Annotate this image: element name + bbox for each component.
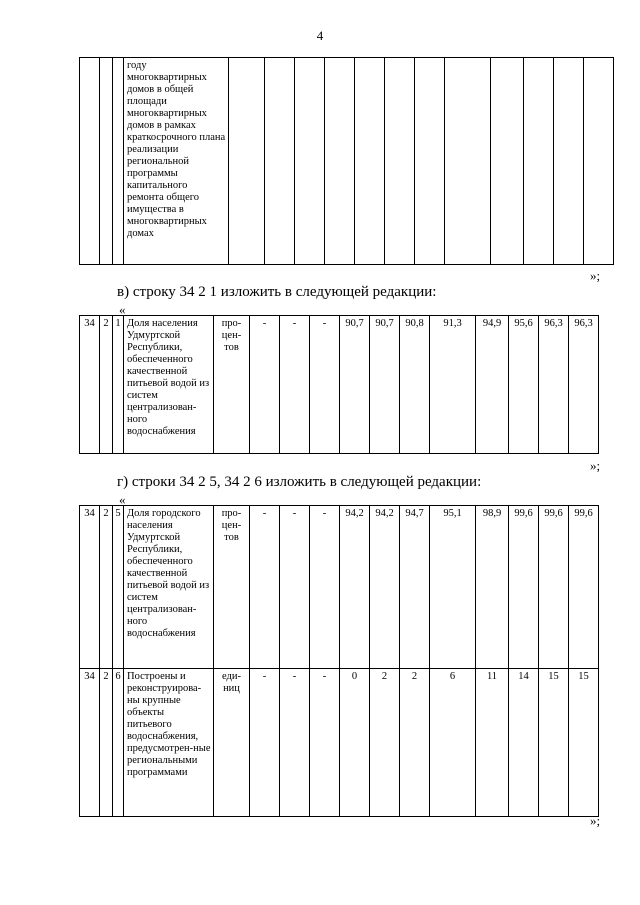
row-code-3: 5 (113, 506, 124, 669)
value-cell: 96,3 (539, 316, 569, 454)
cell (385, 58, 415, 265)
value-cell: 0 (340, 669, 370, 817)
row-description: году многоквартирных домов в общей площади многоквартирных домов в рамках краткосрочного плана реализации региональной программы капитального ремонта общего имущества в многоквартирных домах (124, 58, 229, 265)
value-cell: 90,7 (370, 316, 400, 454)
cell (554, 58, 584, 265)
row-description: Доля населения Удмуртской Республики, обеспеченного качественной питьевой водой из систем централизован-ного водоснабжения (124, 316, 214, 454)
value-cell: 90,7 (340, 316, 370, 454)
cell (100, 58, 113, 265)
opening-quote: « (119, 492, 126, 507)
value-cell: 94,9 (476, 316, 509, 454)
value-cell: 91,3 (430, 316, 476, 454)
cell (265, 58, 295, 265)
cell (491, 58, 524, 265)
closing-quote: »; (590, 458, 601, 473)
value-cell: 15 (539, 669, 569, 817)
row-code-1: 34 (80, 316, 100, 454)
cell (113, 58, 124, 265)
value-cell: - (250, 669, 280, 817)
value-cell: - (310, 506, 340, 669)
row-code-2: 2 (100, 669, 113, 817)
instruction-v: в) строку 34 2 1 изложить в следующей редакции: (117, 284, 437, 300)
value-cell: 98,9 (476, 506, 509, 669)
row-code-2: 2 (100, 506, 113, 669)
table-row-34-2-1 (79, 315, 599, 454)
instruction-g: г) строки 34 2 5, 34 2 6 изложить в следующей редакции: (117, 474, 482, 490)
value-cell: 2 (400, 669, 430, 817)
value-cell: 90,8 (400, 316, 430, 454)
value-cell: 2 (370, 669, 400, 817)
row-code-3: 1 (113, 316, 124, 454)
cell (355, 58, 385, 265)
table-continuation (79, 57, 614, 265)
table-rows-34-2-5-6 (79, 505, 599, 817)
value-cell: 95,6 (509, 316, 539, 454)
cell (524, 58, 554, 265)
closing-quote: »; (590, 813, 601, 828)
value-cell: - (310, 669, 340, 817)
value-cell: 99,6 (509, 506, 539, 669)
cell (295, 58, 325, 265)
cell (80, 58, 100, 265)
value-cell: 94,2 (370, 506, 400, 669)
value-cell: 99,6 (539, 506, 569, 669)
table-row (80, 506, 599, 669)
value-cell: 6 (430, 669, 476, 817)
row-unit: про-цен-тов (214, 506, 250, 669)
row-unit: еди-ниц (214, 669, 250, 817)
row-code-3: 6 (113, 669, 124, 817)
value-cell: 99,6 (569, 506, 599, 669)
table-row (80, 58, 614, 265)
value-cell: 94,7 (400, 506, 430, 669)
cell (445, 58, 491, 265)
value-cell: 95,1 (430, 506, 476, 669)
table-row (80, 669, 599, 817)
row-code-1: 34 (80, 506, 100, 669)
table-row (80, 316, 599, 454)
value-cell: 15 (569, 669, 599, 817)
cell (229, 58, 265, 265)
row-code-1: 34 (80, 669, 100, 817)
row-unit: про-цен-тов (214, 316, 250, 454)
opening-quote: « (119, 302, 126, 317)
value-cell: - (310, 316, 340, 454)
cell (584, 58, 614, 265)
value-cell: 14 (509, 669, 539, 817)
row-description: Построены и реконструирова-ны крупные объекты питьевого водоснабжения, предусмотрен-ные региональными программами (124, 669, 214, 817)
cell (415, 58, 445, 265)
value-cell: - (280, 506, 310, 669)
value-cell: 94,2 (340, 506, 370, 669)
page-number: 4 (316, 28, 324, 43)
value-cell: - (280, 316, 310, 454)
row-description: Доля городского населения Удмуртской Республики, обеспеченного качественной питьевой водой из систем централизован-ного водоснабжения (124, 506, 214, 669)
value-cell: - (250, 316, 280, 454)
value-cell: - (280, 669, 310, 817)
value-cell: - (250, 506, 280, 669)
closing-quote: »; (590, 268, 601, 283)
value-cell: 96,3 (569, 316, 599, 454)
value-cell: 11 (476, 669, 509, 817)
row-code-2: 2 (100, 316, 113, 454)
cell (325, 58, 355, 265)
